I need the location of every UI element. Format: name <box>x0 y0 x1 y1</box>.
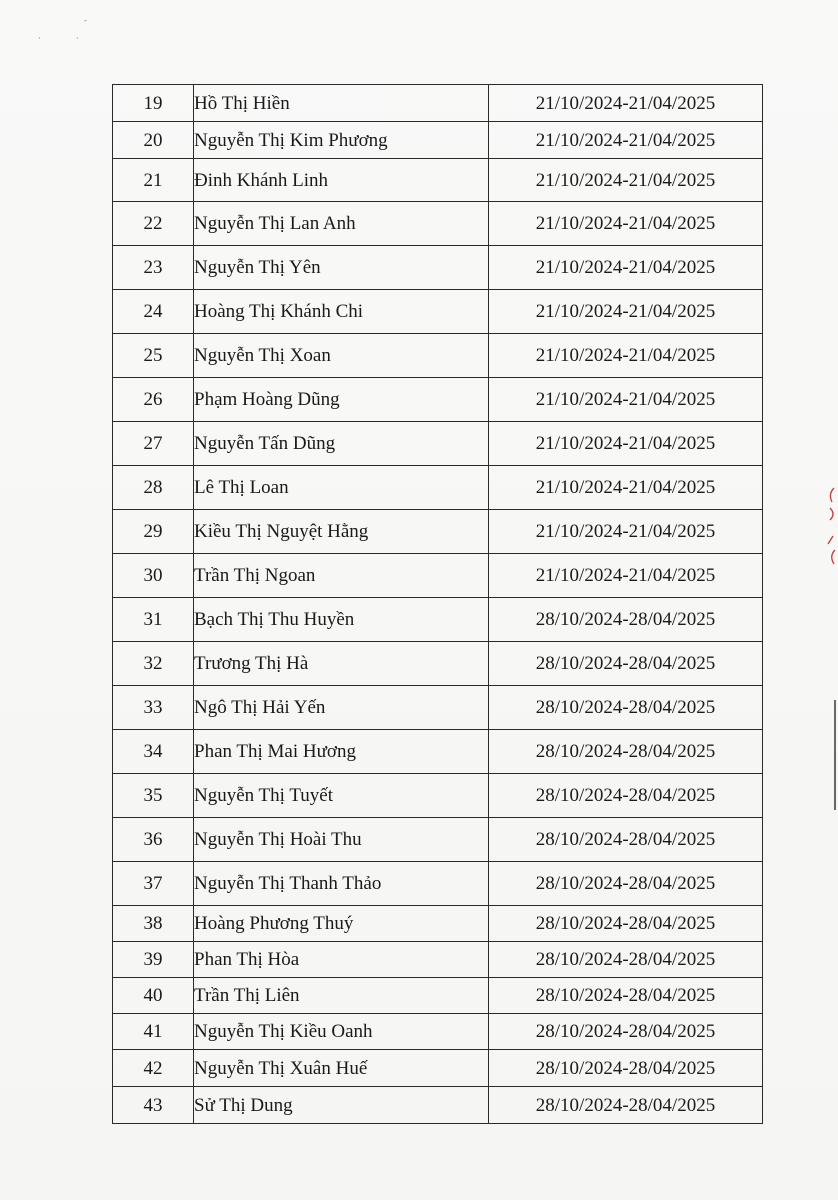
row-name-cell: Nguyễn Thị Xuân Huế <box>194 1050 489 1087</box>
row-number-cell: 31 <box>113 598 194 642</box>
row-name-cell: Phan Thị Hòa <box>194 942 489 978</box>
row-period-cell: 21/10/2024-21/04/2025 <box>489 334 763 378</box>
row-name-cell: Trần Thị Ngoan <box>194 554 489 598</box>
table-row <box>113 122 763 159</box>
row-name-cell: Nguyễn Thị Kim Phương <box>194 122 489 159</box>
row-period-cell: 21/10/2024-21/04/2025 <box>489 85 763 122</box>
row-period-cell: 28/10/2024-28/04/2025 <box>489 598 763 642</box>
table-row <box>113 1014 763 1050</box>
row-number-cell: 24 <box>113 290 194 334</box>
row-number-cell: 32 <box>113 642 194 686</box>
row-number-cell: 21 <box>113 159 194 202</box>
row-number-cell: 43 <box>113 1087 194 1124</box>
row-number-cell: 36 <box>113 818 194 862</box>
row-period-cell: 28/10/2024-28/04/2025 <box>489 942 763 978</box>
roster-table-container <box>112 84 762 1124</box>
row-period-cell: 21/10/2024-21/04/2025 <box>489 422 763 466</box>
row-period-cell: 28/10/2024-28/04/2025 <box>489 978 763 1014</box>
row-period-cell: 28/10/2024-28/04/2025 <box>489 774 763 818</box>
row-number-cell: 39 <box>113 942 194 978</box>
row-period-cell: 28/10/2024-28/04/2025 <box>489 686 763 730</box>
row-period-cell: 21/10/2024-21/04/2025 <box>489 246 763 290</box>
row-name-cell: Phạm Hoàng Dũng <box>194 378 489 422</box>
row-name-cell: Ngô Thị Hải Yến <box>194 686 489 730</box>
row-number-cell: 37 <box>113 862 194 906</box>
row-period-cell: 28/10/2024-28/04/2025 <box>489 642 763 686</box>
row-period-cell: 21/10/2024-21/04/2025 <box>489 554 763 598</box>
row-name-cell: Trần Thị Liên <box>194 978 489 1014</box>
row-name-cell: Nguyễn Tấn Dũng <box>194 422 489 466</box>
roster-table <box>112 84 763 1124</box>
row-period-cell: 28/10/2024-28/04/2025 <box>489 730 763 774</box>
page-edge-mark <box>834 700 836 810</box>
row-name-cell: Đinh Khánh Linh <box>194 159 489 202</box>
row-name-cell: Nguyễn Thị Thanh Thảo <box>194 862 489 906</box>
row-period-cell: 21/10/2024-21/04/2025 <box>489 466 763 510</box>
row-number-cell: 35 <box>113 774 194 818</box>
row-name-cell: Nguyễn Thị Xoan <box>194 334 489 378</box>
table-row <box>113 246 763 290</box>
row-number-cell: 29 <box>113 510 194 554</box>
scan-speck: · <box>76 34 79 43</box>
table-row <box>113 334 763 378</box>
table-row <box>113 686 763 730</box>
row-number-cell: 27 <box>113 422 194 466</box>
row-number-cell: 19 <box>113 85 194 122</box>
table-row <box>113 85 763 122</box>
row-name-cell: Hồ Thị Hiền <box>194 85 489 122</box>
row-period-cell: 28/10/2024-28/04/2025 <box>489 862 763 906</box>
row-number-cell: 30 <box>113 554 194 598</box>
row-period-cell: 28/10/2024-28/04/2025 <box>489 1087 763 1124</box>
row-name-cell: Phan Thị Mai Hương <box>194 730 489 774</box>
roster-table-body <box>113 85 763 1124</box>
row-name-cell: Nguyễn Thị Hoài Thu <box>194 818 489 862</box>
row-period-cell: 21/10/2024-21/04/2025 <box>489 202 763 246</box>
table-row <box>113 466 763 510</box>
row-number-cell: 23 <box>113 246 194 290</box>
table-row <box>113 774 763 818</box>
row-number-cell: 34 <box>113 730 194 774</box>
row-name-cell: Trương Thị Hà <box>194 642 489 686</box>
table-row <box>113 378 763 422</box>
row-number-cell: 42 <box>113 1050 194 1087</box>
row-number-cell: 22 <box>113 202 194 246</box>
table-row <box>113 290 763 334</box>
table-row <box>113 730 763 774</box>
row-name-cell: Nguyễn Thị Lan Anh <box>194 202 489 246</box>
table-row <box>113 554 763 598</box>
row-name-cell: Nguyễn Thị Kiều Oanh <box>194 1014 489 1050</box>
row-name-cell: Lê Thị Loan <box>194 466 489 510</box>
table-row <box>113 818 763 862</box>
row-period-cell: 21/10/2024-21/04/2025 <box>489 159 763 202</box>
table-row <box>113 978 763 1014</box>
scan-speck: · <box>38 34 41 43</box>
row-period-cell: 28/10/2024-28/04/2025 <box>489 818 763 862</box>
row-period-cell: 21/10/2024-21/04/2025 <box>489 122 763 159</box>
row-name-cell: Hoàng Phương Thuý <box>194 906 489 942</box>
row-period-cell: 28/10/2024-28/04/2025 <box>489 1050 763 1087</box>
row-name-cell: Bạch Thị Thu Huyền <box>194 598 489 642</box>
row-number-cell: 40 <box>113 978 194 1014</box>
row-period-cell: 21/10/2024-21/04/2025 <box>489 510 763 554</box>
table-row <box>113 862 763 906</box>
table-row <box>113 906 763 942</box>
row-number-cell: 38 <box>113 906 194 942</box>
table-row <box>113 510 763 554</box>
row-name-cell: Kiều Thị Nguyệt Hằng <box>194 510 489 554</box>
row-number-cell: 25 <box>113 334 194 378</box>
row-period-cell: 21/10/2024-21/04/2025 <box>489 378 763 422</box>
row-number-cell: 26 <box>113 378 194 422</box>
table-row <box>113 159 763 202</box>
row-name-cell: Sử Thị Dung <box>194 1087 489 1124</box>
table-row <box>113 422 763 466</box>
row-number-cell: 20 <box>113 122 194 159</box>
table-row <box>113 1050 763 1087</box>
scan-speck: - <box>84 16 87 25</box>
row-period-cell: 21/10/2024-21/04/2025 <box>489 290 763 334</box>
table-row <box>113 598 763 642</box>
table-row <box>113 202 763 246</box>
row-name-cell: Nguyễn Thị Yên <box>194 246 489 290</box>
table-row <box>113 1087 763 1124</box>
row-name-cell: Nguyễn Thị Tuyết <box>194 774 489 818</box>
table-row <box>113 642 763 686</box>
row-number-cell: 41 <box>113 1014 194 1050</box>
row-number-cell: 28 <box>113 466 194 510</box>
red-stamp-fragment <box>824 484 838 634</box>
row-name-cell: Hoàng Thị Khánh Chi <box>194 290 489 334</box>
table-row <box>113 942 763 978</box>
row-number-cell: 33 <box>113 686 194 730</box>
row-period-cell: 28/10/2024-28/04/2025 <box>489 1014 763 1050</box>
row-period-cell: 28/10/2024-28/04/2025 <box>489 906 763 942</box>
